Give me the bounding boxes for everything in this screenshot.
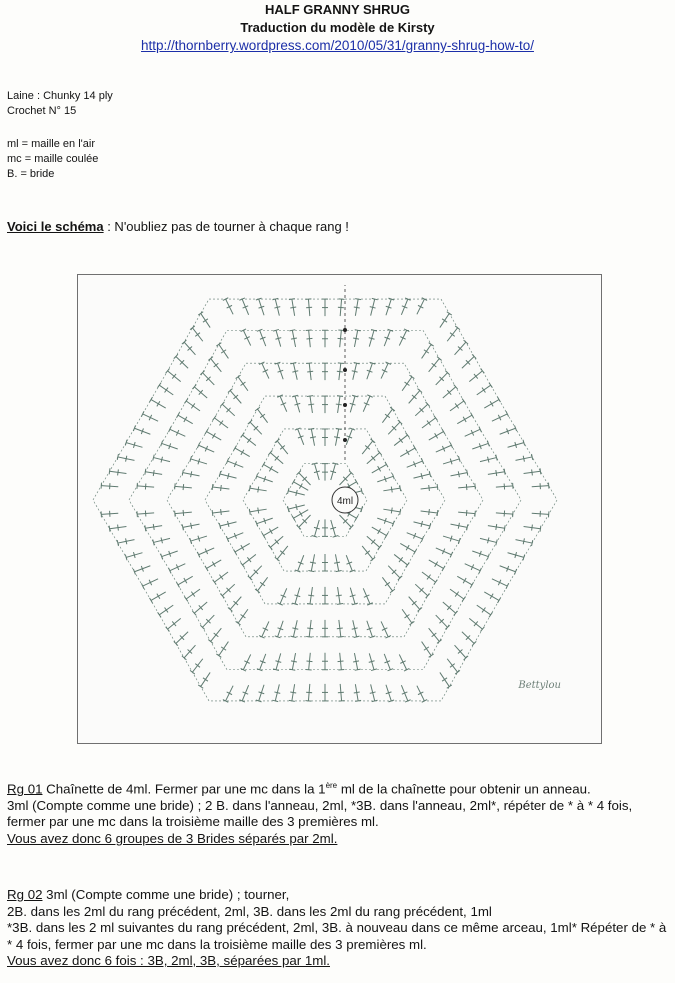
abbrev-mc: mc = maille coulée (7, 153, 99, 165)
abbrev-b: B. = bride (7, 168, 55, 180)
row-2-step-b: *3B. dans les 2 ml suivantes du rang précédent, 2ml, 3B. à nouveau dans ce même arceau, 1ml* Répéter de * à * 4 fois, fermer par une mc dans la troisième maille des 3 premières ml. (7, 920, 667, 952)
row-2-step-a: 2B. dans les 2ml du rang précédent, 2ml, 3B. dans les 2ml du rang précédent, 1ml (7, 903, 492, 919)
schema-intro (7, 219, 349, 234)
materials-wool: Laine : Chunky 14 ply (7, 90, 113, 102)
document-subtitle: Traduction du modèle de Kirsty (240, 20, 435, 35)
row-1-steps: 3ml (Compte comme une bride) ; 2 B. dans l'anneau, 2ml, *3B. dans l'anneau, 2ml*, répéter de * à * 4 fois, fermer par une mc dans la troisième maille des 3 premières ml. (7, 797, 633, 830)
row-1-instructions: Rg 01 Chaînette de 4ml. Fermer par une mc dans la 1ère ml de la chaînette pour obtenir un anneau. 3ml (Compte comme une bride) ; 2 B. dans l'anneau, 2ml, *3B. dans l'anneau, 2ml*, répéter de * à * 4 fois, fermer par une mc dans la troisième maille des 3 premières ml. Vous avez donc 6 groupes de 3 Brides séparés par 2ml. (7, 781, 633, 846)
schema-label: Voici le schéma (7, 219, 104, 234)
crochet-chart-svg (78, 275, 601, 743)
center-ring-label: 4ml (336, 496, 354, 507)
source-link[interactable]: http://thornberry.wordpress.com/2010/05/31/granny-shrug-how-to/ (141, 38, 534, 53)
abbrev-ml: ml = maille en l'air (7, 138, 95, 150)
row-2-summary: Vous avez donc 6 fois : 3B, 2ml, 3B, séparées par 1ml. (7, 953, 330, 968)
row-2-label: Rg 02 (7, 887, 43, 902)
schema-note: : N'oubliez pas de tourner à chaque rang ! (103, 219, 349, 234)
row-1-label: Rg 01 (7, 781, 43, 797)
crochet-diagram (77, 274, 602, 744)
row-1-summary: Vous avez donc 6 groupes de 3 Brides séparés par 2ml. (7, 830, 338, 846)
row-2-instructions: Rg 02 3ml (Compte comme une bride) ; tourner, 2B. dans les 2ml du rang précédent, 2ml, 3B. dans les 2ml du rang précédent, 1ml *3B. dans les 2 ml suivantes du rang précédent, 2ml, 3B. à nouveau dans ce même arceau, 1ml* Répéter de * à * 4 fois, fermer par une mc dans la troisième maille des 3 premières ml. Vous avez donc 6 fois : 3B, 2ml, 3B, séparées par 1ml. (7, 887, 667, 968)
diagram-signature: Bettylou (518, 680, 561, 691)
materials-hook: Crochet N° 15 (7, 105, 77, 117)
document-title: HALF GRANNY SHRUG (265, 2, 410, 17)
